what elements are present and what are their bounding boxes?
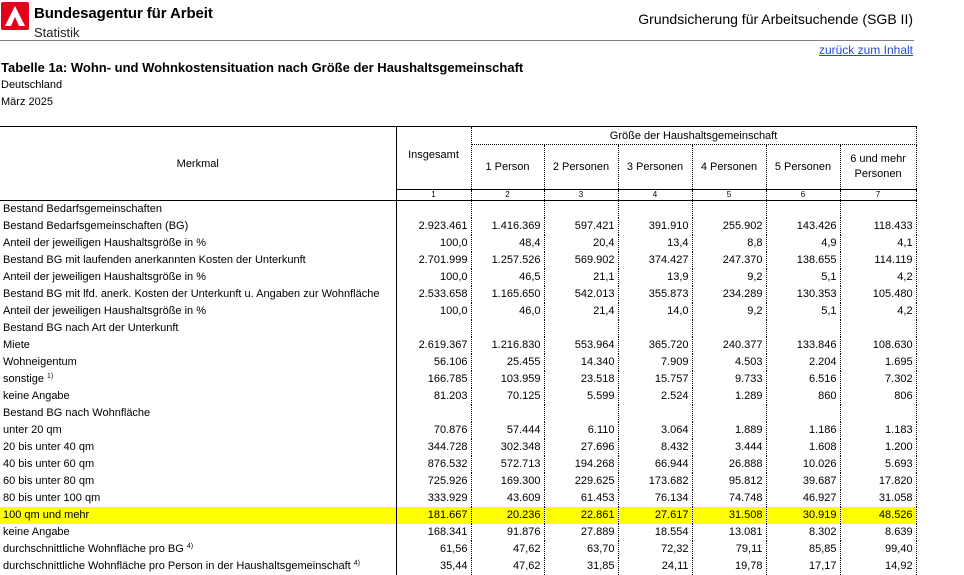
table-cell: 5.693 (840, 456, 916, 473)
table-row (0, 286, 916, 303)
row-label (0, 524, 396, 541)
table-title: Tabelle 1a: Wohn- und Wohnkostensituation nach Größe der Haushaltsgemeinschaft (1, 60, 523, 75)
section-row (0, 201, 916, 219)
row-label (0, 388, 396, 405)
header-col-3: 3 Personen (618, 145, 692, 190)
table-cell: 3.444 (692, 439, 766, 456)
section-heading (0, 405, 396, 422)
report-series-title: Grundsicherung für Arbeitsuchende (SGB II) (638, 11, 913, 27)
table-cell: 169.300 (471, 473, 544, 490)
table-cell (766, 405, 840, 422)
table-cell: 25.455 (471, 354, 544, 371)
table-cell: 130.353 (766, 286, 840, 303)
table-cell (766, 320, 840, 337)
table-cell: 597.421 (544, 218, 618, 235)
table-cell: 22.861 (544, 507, 618, 524)
table-cell: 876.532 (396, 456, 471, 473)
table-cell: 15.757 (618, 371, 692, 388)
table-cell: 66.944 (618, 456, 692, 473)
table-cell: 100,0 (396, 269, 471, 286)
table-cell: 166.785 (396, 371, 471, 388)
row-label-text: keine Angabe (3, 526, 70, 538)
header-divider (0, 40, 914, 41)
table-cell: 81.203 (396, 388, 471, 405)
table-cell: 168.341 (396, 524, 471, 541)
col-index: 7 (840, 190, 916, 201)
table-cell: 194.268 (544, 456, 618, 473)
table-cell: 56.106 (396, 354, 471, 371)
brand-subtitle: Statistik (34, 25, 80, 40)
header-col-6: 6 und mehr Personen (840, 145, 916, 190)
table-cell: 1.608 (766, 439, 840, 456)
table-cell: 85,85 (766, 541, 840, 558)
table-cell (840, 405, 916, 422)
table-cell: 7.302 (840, 371, 916, 388)
table-cell: 1.183 (840, 422, 916, 439)
table-cell: 114.119 (840, 252, 916, 269)
col-index: 1 (396, 190, 471, 201)
table-cell: 5,1 (766, 269, 840, 286)
table-cell: 72,32 (618, 541, 692, 558)
table-cell: 24,11 (618, 558, 692, 575)
table-cell: 8.432 (618, 439, 692, 456)
table-row (0, 388, 916, 405)
row-label-text: unter 20 qm (3, 424, 62, 436)
row-label-text: Anteil der jeweiligen Haushaltsgröße in % (3, 271, 206, 283)
table-cell: 173.682 (618, 473, 692, 490)
row-label (0, 303, 396, 320)
footnote-marker: 4) (354, 560, 360, 567)
table-cell (544, 201, 618, 219)
table-cell: 1.695 (840, 354, 916, 371)
table-row (0, 490, 916, 507)
section-heading (0, 320, 396, 337)
table-cell: 13,4 (618, 235, 692, 252)
table-cell: 30.919 (766, 507, 840, 524)
row-label (0, 507, 396, 524)
table-cell: 9,2 (692, 269, 766, 286)
table-cell (544, 320, 618, 337)
table-cell (471, 320, 544, 337)
header-col-4: 4 Personen (692, 145, 766, 190)
table-cell: 365.720 (618, 337, 692, 354)
table-cell: 255.902 (692, 218, 766, 235)
table-cell: 61,56 (396, 541, 471, 558)
row-label (0, 235, 396, 252)
row-label-text: keine Angabe (3, 390, 70, 402)
col-index: 4 (618, 190, 692, 201)
table-cell: 91.876 (471, 524, 544, 541)
row-label-text: Anteil der jeweiligen Haushaltsgröße in % (3, 305, 206, 317)
row-label (0, 371, 396, 388)
table-cell: 3.064 (618, 422, 692, 439)
header-merkmal: Merkmal (0, 127, 396, 201)
table-cell: 17,17 (766, 558, 840, 575)
table-row (0, 303, 916, 320)
table-cell: 95.812 (692, 473, 766, 490)
col-index: 6 (766, 190, 840, 201)
table-cell: 105.480 (840, 286, 916, 303)
table-cell: 143.426 (766, 218, 840, 235)
row-label (0, 218, 396, 235)
table-cell: 240.377 (692, 337, 766, 354)
table-cell: 17.820 (840, 473, 916, 490)
table-cell: 20,4 (544, 235, 618, 252)
row-label-text: durchschnittliche Wohnfläche pro Person in der Haushaltsgemeinschaft (3, 560, 351, 572)
row-label-text: Wohneigentum (3, 356, 77, 368)
table-cell: 6.516 (766, 371, 840, 388)
row-label-text: Bestand BG nach Art der Unterkunft (3, 322, 178, 334)
table-cell: 79,11 (692, 541, 766, 558)
header-group: Größe der Haushaltsgemeinschaft (471, 127, 916, 145)
row-label-text: Bestand Bedarfsgemeinschaften (BG) (3, 220, 188, 232)
table-cell: 10.026 (766, 456, 840, 473)
table-cell: 14,0 (618, 303, 692, 320)
table-cell: 8.302 (766, 524, 840, 541)
header-col-1: 1 Person (471, 145, 544, 190)
section-row (0, 320, 916, 337)
table-cell (840, 320, 916, 337)
table-row (0, 422, 916, 439)
table-cell: 229.625 (544, 473, 618, 490)
col-index: 3 (544, 190, 618, 201)
table-cell: 860 (766, 388, 840, 405)
table-cell: 47,62 (471, 558, 544, 575)
table-cell: 31.058 (840, 490, 916, 507)
table-cell (618, 405, 692, 422)
row-label-text: Bestand Bedarfsgemeinschaften (3, 203, 162, 215)
table-cell: 7.909 (618, 354, 692, 371)
table-cell: 1.186 (766, 422, 840, 439)
table-cell: 1.257.526 (471, 252, 544, 269)
table-row (0, 337, 916, 354)
row-label-text: 60 bis unter 80 qm (3, 475, 94, 487)
table-cell: 99,40 (840, 541, 916, 558)
brand-logo-icon (1, 2, 29, 30)
table-cell (471, 201, 544, 219)
table-cell: 26.888 (692, 456, 766, 473)
table-cell (692, 201, 766, 219)
table-cell: 4,1 (840, 235, 916, 252)
row-label (0, 456, 396, 473)
table-cell: 70.876 (396, 422, 471, 439)
table-cell: 46,0 (471, 303, 544, 320)
table-cell: 13.081 (692, 524, 766, 541)
back-to-contents-link[interactable]: zurück zum Inhalt (819, 43, 913, 57)
row-label (0, 439, 396, 456)
table-cell: 4,2 (840, 269, 916, 286)
row-label-text: sonstige (3, 373, 44, 385)
table-cell: 31.508 (692, 507, 766, 524)
table-cell: 27.889 (544, 524, 618, 541)
row-label-text: Bestand BG mit laufenden anerkannten Kosten der Unterkunft (3, 254, 306, 266)
table-row (0, 456, 916, 473)
table-cell: 100,0 (396, 235, 471, 252)
table-row (0, 252, 916, 269)
table-cell: 35,44 (396, 558, 471, 575)
table-cell: 1.289 (692, 388, 766, 405)
table-cell: 4.503 (692, 354, 766, 371)
col-index: 5 (692, 190, 766, 201)
table-cell: 47,62 (471, 541, 544, 558)
section-heading (0, 201, 396, 219)
row-label-text: 20 bis unter 40 qm (3, 441, 94, 453)
header-col-5: 5 Personen (766, 145, 840, 190)
period-label: März 2025 (1, 96, 53, 108)
table-cell (840, 201, 916, 219)
table-cell: 43.609 (471, 490, 544, 507)
table-cell: 2.204 (766, 354, 840, 371)
table-cell: 391.910 (618, 218, 692, 235)
table-cell (396, 405, 471, 422)
table-cell: 4,9 (766, 235, 840, 252)
table-cell: 133.846 (766, 337, 840, 354)
table-row (0, 524, 916, 541)
table-cell: 23.518 (544, 371, 618, 388)
row-label-text: 80 bis unter 100 qm (3, 492, 100, 504)
table-cell: 70.125 (471, 388, 544, 405)
table-row (0, 218, 916, 235)
table-cell: 21,4 (544, 303, 618, 320)
table-cell: 27.617 (618, 507, 692, 524)
table-cell: 8.639 (840, 524, 916, 541)
table-row (0, 473, 916, 490)
row-label (0, 541, 396, 558)
table-cell: 103.959 (471, 371, 544, 388)
table-cell: 247.370 (692, 252, 766, 269)
table-cell: 14,92 (840, 558, 916, 575)
footnote-marker: 1) (47, 373, 53, 380)
table-row (0, 371, 916, 388)
table-cell: 4,2 (840, 303, 916, 320)
table-cell: 39.687 (766, 473, 840, 490)
row-label (0, 490, 396, 507)
table-cell: 344.728 (396, 439, 471, 456)
table-cell: 234.289 (692, 286, 766, 303)
table-cell: 21,1 (544, 269, 618, 286)
table-cell: 13,9 (618, 269, 692, 286)
table-cell: 5.599 (544, 388, 618, 405)
table-cell: 9,2 (692, 303, 766, 320)
table-cell: 1.416.369 (471, 218, 544, 235)
row-label (0, 337, 396, 354)
table-row (0, 541, 916, 558)
table-row (0, 235, 916, 252)
row-label (0, 354, 396, 371)
row-label-text: Bestand BG nach Wohnfläche (3, 407, 150, 419)
table-cell: 374.427 (618, 252, 692, 269)
table-cell (396, 201, 471, 219)
table-cell: 138.655 (766, 252, 840, 269)
col-index: 2 (471, 190, 544, 201)
row-label (0, 473, 396, 490)
row-label (0, 269, 396, 286)
table-cell: 569.902 (544, 252, 618, 269)
table-cell: 355.873 (618, 286, 692, 303)
table-cell: 572.713 (471, 456, 544, 473)
table-row (0, 558, 916, 575)
table-cell: 1.889 (692, 422, 766, 439)
section-row (0, 405, 916, 422)
table-cell (544, 405, 618, 422)
row-label-text: Bestand BG mit lfd. anerk. Kosten der Unterkunft u. Angaben zur Wohnfläche (3, 288, 379, 300)
table-cell: 2.524 (618, 388, 692, 405)
row-label-text: 40 bis unter 60 qm (3, 458, 94, 470)
table-cell (618, 320, 692, 337)
table-cell: 27.696 (544, 439, 618, 456)
table-cell (618, 201, 692, 219)
table-cell: 48.526 (840, 507, 916, 524)
table-cell: 46,5 (471, 269, 544, 286)
table-cell: 1.216.830 (471, 337, 544, 354)
table-cell: 118.433 (840, 218, 916, 235)
table-cell: 61.453 (544, 490, 618, 507)
table-cell: 725.926 (396, 473, 471, 490)
row-label (0, 252, 396, 269)
table-row (0, 507, 916, 524)
table-cell: 5,1 (766, 303, 840, 320)
table-cell (396, 320, 471, 337)
table-row (0, 439, 916, 456)
table-cell: 333.929 (396, 490, 471, 507)
table-cell: 108.630 (840, 337, 916, 354)
table-cell: 19,78 (692, 558, 766, 575)
table-cell: 553.964 (544, 337, 618, 354)
table-cell: 6.110 (544, 422, 618, 439)
table-cell: 2.533.658 (396, 286, 471, 303)
table-row (0, 354, 916, 371)
row-label (0, 286, 396, 303)
table-cell: 9.733 (692, 371, 766, 388)
table-cell (692, 405, 766, 422)
table-cell: 2.619.367 (396, 337, 471, 354)
table-cell: 74.748 (692, 490, 766, 507)
table-cell: 18.554 (618, 524, 692, 541)
table-cell: 14.340 (544, 354, 618, 371)
table-cell: 46.927 (766, 490, 840, 507)
table-cell: 76.134 (618, 490, 692, 507)
table-cell: 542.013 (544, 286, 618, 303)
table-cell: 100,0 (396, 303, 471, 320)
row-label-text: 100 qm und mehr (3, 509, 89, 521)
table-cell: 48,4 (471, 235, 544, 252)
row-label (0, 558, 396, 575)
header-col-2: 2 Personen (544, 145, 618, 190)
table-cell: 8,8 (692, 235, 766, 252)
table-cell: 20.236 (471, 507, 544, 524)
table-cell: 31,85 (544, 558, 618, 575)
table-cell: 806 (840, 388, 916, 405)
table-cell: 1.200 (840, 439, 916, 456)
brand-name: Bundesagentur für Arbeit (34, 5, 213, 22)
table-cell: 63,70 (544, 541, 618, 558)
row-label-text: Miete (3, 339, 30, 351)
row-label-text: durchschnittliche Wohnfläche pro BG (3, 543, 184, 555)
table-row (0, 269, 916, 286)
table-body (0, 201, 916, 575)
table-cell: 181.667 (396, 507, 471, 524)
header-insgesamt: Insgesamt (396, 127, 471, 190)
region-label: Deutschland (1, 79, 62, 91)
table-cell: 2.701.999 (396, 252, 471, 269)
footnote-marker: 4) (187, 543, 193, 550)
table-cell (471, 405, 544, 422)
data-table (0, 126, 917, 575)
table-cell: 302.348 (471, 439, 544, 456)
table-cell: 2.923.461 (396, 218, 471, 235)
table-cell: 1.165.650 (471, 286, 544, 303)
table-cell (692, 320, 766, 337)
table-cell (766, 201, 840, 219)
table-cell: 57.444 (471, 422, 544, 439)
row-label (0, 422, 396, 439)
row-label-text: Anteil der jeweiligen Haushaltsgröße in % (3, 237, 206, 249)
